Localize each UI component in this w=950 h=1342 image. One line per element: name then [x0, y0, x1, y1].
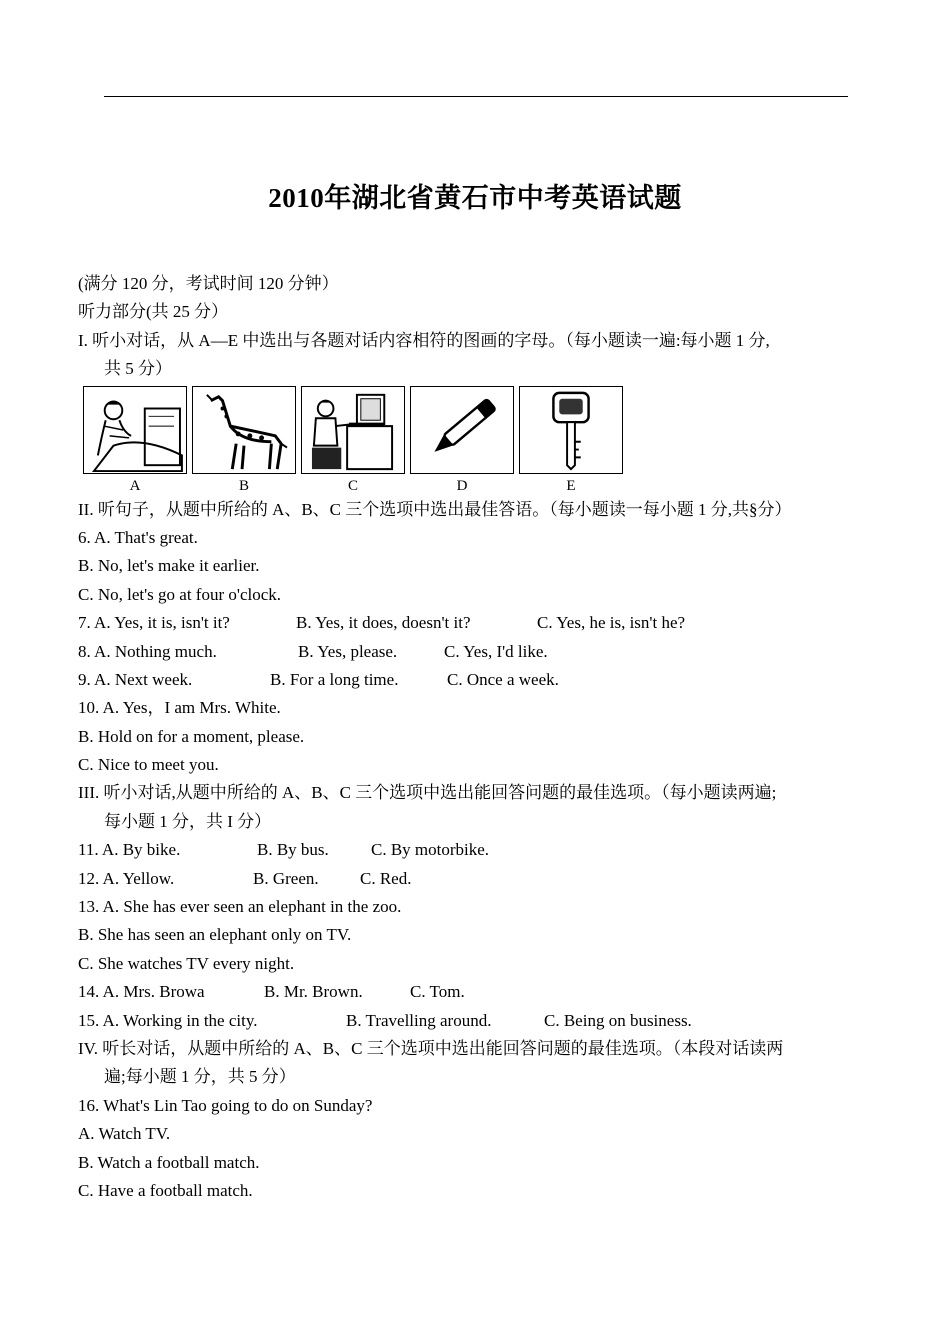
q13-option-b: B. She has seen an elephant only on TV.: [78, 925, 352, 945]
picture-e: [519, 386, 623, 474]
q9-option-c: C. Once a week.: [447, 669, 559, 689]
section-1-instruction: I. 听小对话，从 A—E 中选出与各题对话内容相符的图画的字母。（每小题读一遍:每小题 1 分,: [78, 330, 770, 350]
key-icon: [520, 387, 622, 473]
q11-option-a: 11. A. By bike.: [78, 840, 181, 860]
q14-option-b: B. Mr. Brown.: [264, 982, 363, 1002]
q14-option-c: C. Tom.: [410, 982, 465, 1002]
picture-d-label: D: [456, 477, 468, 494]
q16-option-b: B. Watch a football match.: [78, 1152, 260, 1172]
q9-option-b: B. For a long time.: [270, 669, 399, 689]
q14-option-a: 14. A. Mrs. Browa: [78, 982, 205, 1002]
picture-a: [83, 386, 187, 474]
q7-option-a: 7. A. Yes, it is, isn't it?: [78, 613, 230, 633]
q10-option-a: 10. A. Yes，I am Mrs. White.: [78, 698, 281, 718]
q8-row: [78, 638, 853, 666]
picture-c-label: C: [347, 477, 358, 494]
q8-option-c: C. Yes, I'd like.: [444, 641, 548, 661]
boy-in-bed-icon: [84, 387, 186, 473]
exam-content: [78, 270, 853, 1205]
picture-c: [301, 386, 405, 474]
section-1-instruction-cont: 共 5 分）: [104, 359, 172, 379]
q7-option-c: C. Yes, he is, isn't he?: [537, 613, 686, 633]
q11-row: [78, 836, 853, 864]
q11-option-c: C. By motorbike.: [371, 840, 490, 860]
q12-row: [78, 865, 853, 893]
q10-option-c: C. Nice to meet you.: [78, 755, 219, 775]
q16-option-c: C. Have a football match.: [78, 1180, 253, 1200]
q10-option-b: B. Hold on for a moment, please.: [78, 726, 305, 746]
q9-option-a: 9. A. Next week.: [78, 669, 193, 689]
picture-row: [78, 386, 853, 496]
q13-option-a: 13. A. She has ever seen an elephant in the zoo.: [78, 897, 402, 917]
section-3-instruction: III. 听小对话,从题中所给的 A、B、C 三个选项中选出能回答问题的最佳选项。（每小题读两遍;: [78, 783, 777, 803]
listening-heading: 听力部分(共 25 分）: [78, 302, 229, 322]
q6-option-c: C. No, let's go at four o'clock.: [78, 584, 282, 604]
q12-option-a: 12. A. Yellow.: [78, 868, 175, 888]
picture-b-label: B: [238, 477, 249, 494]
q16-question: 16. What's Lin Tao going to do on Sunday?: [78, 1095, 373, 1115]
q7-row: [78, 609, 853, 637]
pen-icon: [411, 387, 513, 473]
picture-d: [410, 386, 514, 474]
picture-e-label: E: [566, 477, 576, 494]
q15-option-b: B. Travelling around.: [346, 1010, 492, 1030]
q8-option-b: B. Yes, please.: [298, 641, 398, 661]
section-2-instruction: II. 听句子，从题中所给的 A、B、C 三个选项中选出最佳答语。（每小题读一每小题 1 分,共§分）: [78, 499, 792, 519]
q8-option-a: 8. A. Nothing much.: [78, 641, 217, 661]
q9-row: [78, 666, 853, 694]
q12-option-c: C. Red.: [360, 868, 412, 888]
q6-option-b: B. No, let's make it earlier.: [78, 556, 260, 576]
section-4-instruction-cont: 遍;每小题 1 分，共 5 分）: [104, 1067, 296, 1087]
picture-a-label: A: [129, 477, 141, 494]
giraffe-icon: [193, 387, 295, 473]
score-info: (满分 120 分，考试时间 120 分钟）: [78, 274, 339, 293]
section-4-instruction: IV. 听长对话，从题中所给的 A、B、C 三个选项中选出能回答问题的最佳选项。（本段对话读两: [78, 1038, 784, 1058]
q13-option-c: C. She watches TV every night.: [78, 953, 295, 973]
q12-option-b: B. Green.: [253, 868, 319, 888]
q7-option-b: B. Yes, it does, doesn't it?: [296, 613, 471, 633]
q6-option-a: 6. A. That's great.: [78, 527, 198, 547]
q15-row: [78, 1007, 853, 1035]
q15-option-a: 15. A. Working in the city.: [78, 1010, 258, 1030]
section-3-instruction-cont: 每小题 1 分，共 I 分）: [104, 811, 272, 831]
q16-option-a: A. Watch TV.: [78, 1124, 171, 1144]
header-rule: [104, 96, 848, 97]
picture-b: [192, 386, 296, 474]
person-at-computer-icon: [302, 387, 404, 473]
q11-option-b: B. By bus.: [257, 840, 329, 860]
page-title: 2010年湖北省黄石市中考英语试题: [268, 183, 682, 213]
q14-row: [78, 978, 853, 1006]
q15-option-c: C. Being on business.: [544, 1010, 692, 1030]
